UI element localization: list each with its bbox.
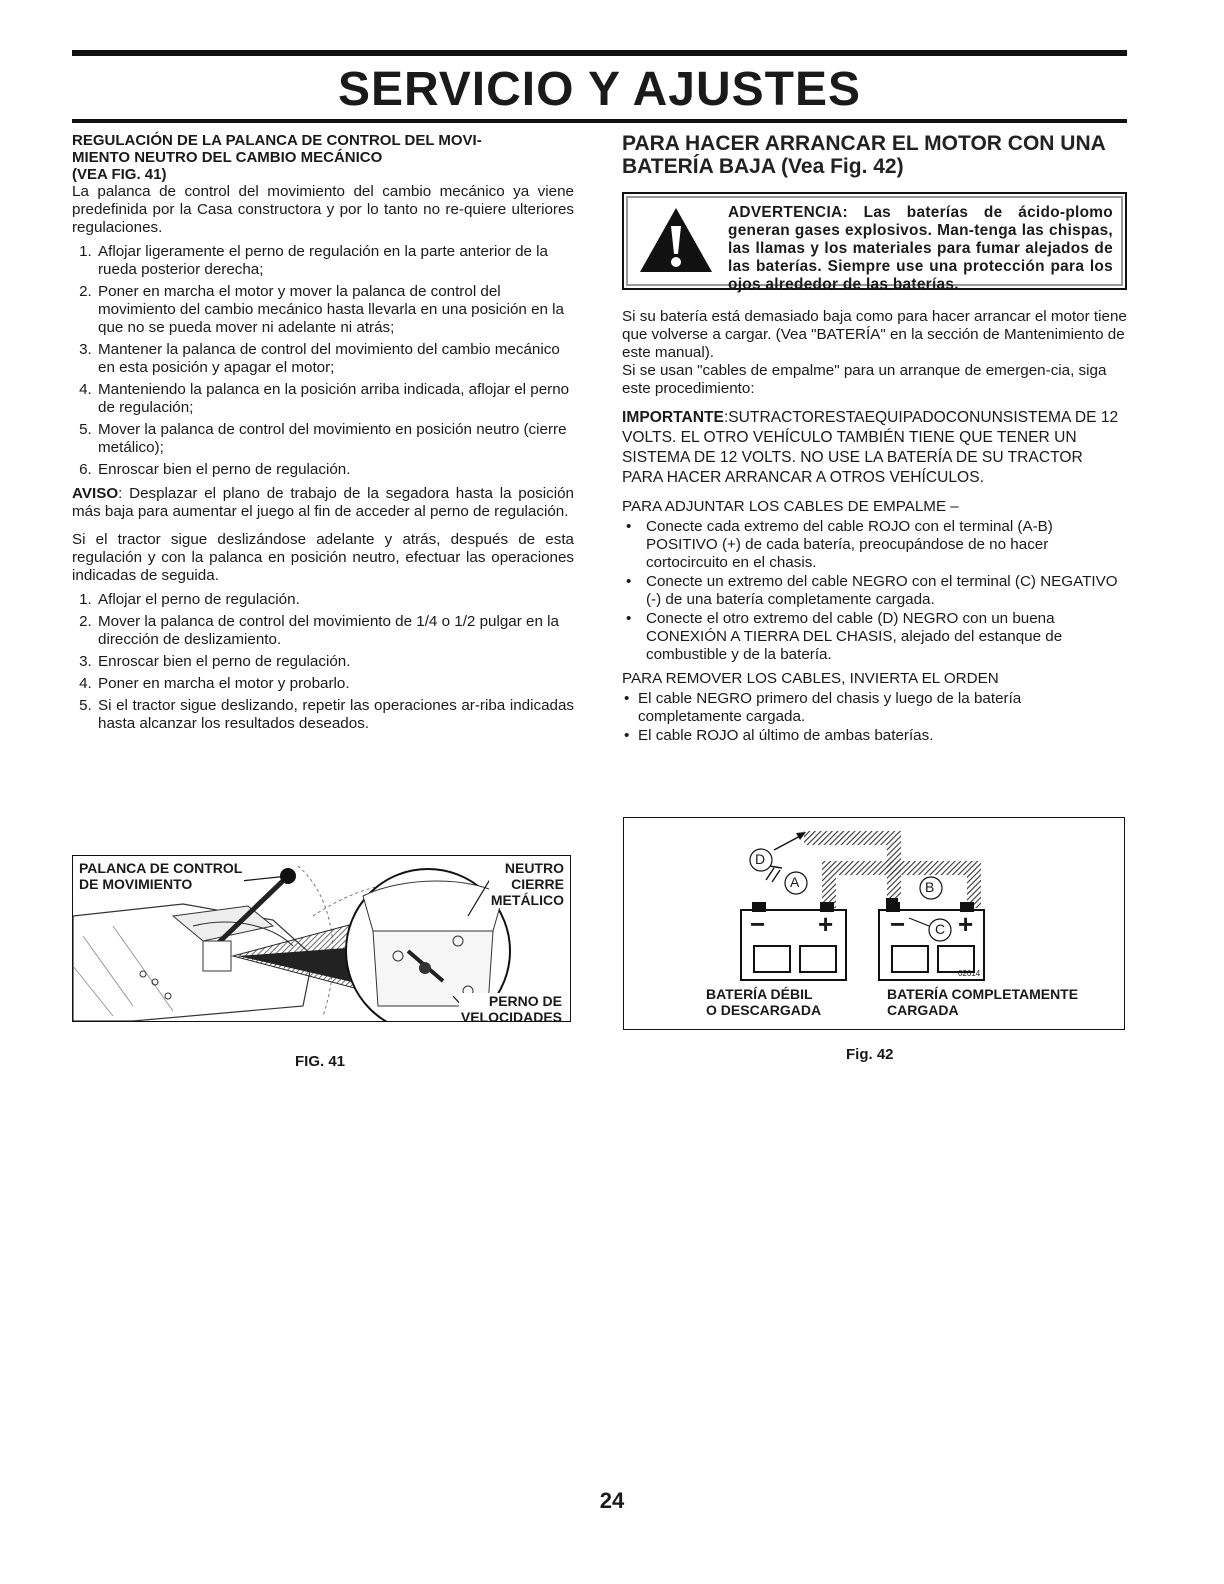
figure-41-caption: FIG. 41 [295, 1053, 346, 1070]
weak-plus-label: + [818, 909, 834, 939]
right-column [622, 132, 1127, 751]
list-item: • El cable NEGRO primero del chasis y luego de la batería completamente cargada. [638, 690, 1127, 726]
battery-paragraph: Si su batería está demasiado baja como para hacer arrancar el motor tiene que volverse a cargar. (Vea "BATERÍA" en la sección de Mantenimiento de este manual). [622, 308, 1127, 361]
aviso-paragraph: AVISO: Desplazar el plano de trabajo de la segadora hasta la posición más baja para aumentar el juego al fin de acceder al perno de regulación. [72, 485, 574, 520]
label-perno: PERNO DE VELOCIDADES [459, 993, 564, 1022]
list-item: • Conecte cada extremo del cable ROJO con el terminal (A-B) POSITIVO (+) de cada batería, preocupándose de no hacer cortocircuito en el chasis. [646, 518, 1127, 572]
weak-minus-label: − [750, 909, 766, 939]
figure-code: 02614 [958, 969, 981, 978]
list-item: 6. Enroscar bien el perno de regulación. [96, 461, 574, 479]
aviso-label: AVISO [72, 485, 119, 502]
list-item: • Conecte el otro extremo del cable (D) NEGRO con un buena CONEXIÓN A TIERRA DEL CHASIS, alejado del estanque de combustible y de la batería. [646, 610, 1127, 664]
list-item: 1. Aflojar el perno de regulación. [96, 591, 574, 609]
full-plus-label: + [958, 909, 974, 939]
terminal-b-label: B [925, 879, 935, 895]
page-title: SERVICIO Y AJUSTES [337, 63, 862, 116]
list-item: 2. Poner en marcha el motor y mover la palanca de control del movimiento del cambio mecánico hasta llevarla en una posición en la que no se pueda mover ni adelante ni atrás; [96, 283, 574, 337]
steps2-list [72, 591, 574, 733]
remover-heading: PARA REMOVER LOS CABLES, INVIERTA EL ORDEN [622, 670, 999, 687]
figure-41 [72, 855, 571, 1022]
left-column [72, 132, 574, 739]
list-item: • El cable ROJO al último de ambas baterías. [638, 727, 1127, 745]
warning-icon [636, 204, 728, 281]
list-item: 3. Mantener la palanca de control del movimiento del cambio mecánico en esta posición y apagar el motor; [96, 341, 574, 377]
label-palanca: PALANCA DE CONTROL DE MOVIMIENTO [79, 860, 243, 892]
list-item: 3. Enroscar bien el perno de regulación. [96, 653, 574, 671]
title-underline [72, 119, 1127, 123]
warning-text: ADVERTENCIA: Las baterías de ácido-plomo generan gases explosivos. Man-tenga las chispas, las llamas y los materiales para fumar alejados de las baterías. Siempre use una protección para los ojos alrededor de las baterías. [728, 204, 1113, 293]
list-item: • Conecte un extremo del cable NEGRO con el terminal (C) NEGATIVO (-) de una batería completamente cargada. [646, 573, 1127, 609]
importante-label: IMPORTANTE [622, 409, 724, 426]
terminal-d-label: D [755, 851, 766, 867]
terminal-c-label: C [935, 921, 946, 937]
remover-list [622, 690, 1127, 745]
full-minus-label: − [890, 909, 906, 939]
figure-42 [623, 817, 1125, 1030]
adjuntar-heading: PARA ADJUNTAR LOS CABLES DE EMPALME – [622, 498, 959, 515]
intro-paragraph: La palanca de control del movimiento del cambio mecánico ya viene predefinida por la Casa constructora y por lo tanto no re-quiere ulteriores regulaciones. [72, 183, 574, 236]
warning-box [622, 192, 1127, 293]
section-heading-regulacion: REGULACIÓN DE LA PALANCA DE CONTROL DEL MOVI- MIENTO NEUTRO DEL CAMBIO MECÁNICO (VEA FIG. 41) [72, 132, 482, 183]
label-neutro: NEUTRO CIERRE METÁLICO [490, 860, 564, 908]
importante-paragraph: IMPORTANTE:SUTRACTORESTAEQUIPADOCONUNSISTEMA DE 12 VOLTS. EL OTRO VEHÍCULO TAMBIÉN TIENE QUE TENER UN SISTEMA DE 12 VOLTS. NO USE LA BATERÍA DE SU TRACTOR PARA HACER ARRANCAR A OTROS VEHÍCULOS. [622, 409, 1119, 486]
terminal-a-label: A [790, 874, 800, 890]
list-item: 5. Mover la palanca de control del movimiento en posición neutro (cierre metálico); [96, 421, 574, 457]
label-full-battery: BATERÍA COMPLETAMENTE CARGADA [887, 986, 1079, 1018]
label-weak-battery: BATERÍA DÉBIL O DESCARGADA [706, 986, 822, 1018]
list-item: 1. Aflojar ligeramente el perno de regulación en la parte anterior de la rueda posterior derecha; [96, 243, 574, 279]
figure-42-caption: Fig. 42 [846, 1046, 894, 1063]
list-item: 2. Mover la palanca de control del movimiento de 1/4 o 1/2 pulgar en la dirección de deslizamiento. [96, 613, 574, 649]
list-item: 4. Poner en marcha el motor y probarlo. [96, 675, 574, 693]
steps-list [72, 243, 574, 479]
top-rule [72, 50, 1127, 56]
second-paragraph: Si el tractor sigue deslizándose adelante y atrás, después de esta regulación y con la palanca en posición neutro, efectuar las operaciones indicadas de seguida. [72, 531, 574, 584]
section-heading-arrancar: PARA HACER ARRANCAR EL MOTOR CON UNA BATERÍA BAJA (Vea Fig. 42) [622, 132, 1105, 178]
cables-paragraph: Si se usan "cables de empalme" para un arranque de emergen-cia, siga este procedimiento: [622, 362, 1107, 397]
list-item: 4. Manteniendo la palanca en la posición arriba indicada, aflojar el perno de regulación; [96, 381, 574, 417]
list-item: 5. Si el tractor sigue deslizando, repetir las operaciones ar-riba indicadas hasta alcanzar los resultados deseados. [96, 697, 574, 733]
adjuntar-list [622, 518, 1127, 664]
page-number: 24 [599, 1488, 625, 1513]
